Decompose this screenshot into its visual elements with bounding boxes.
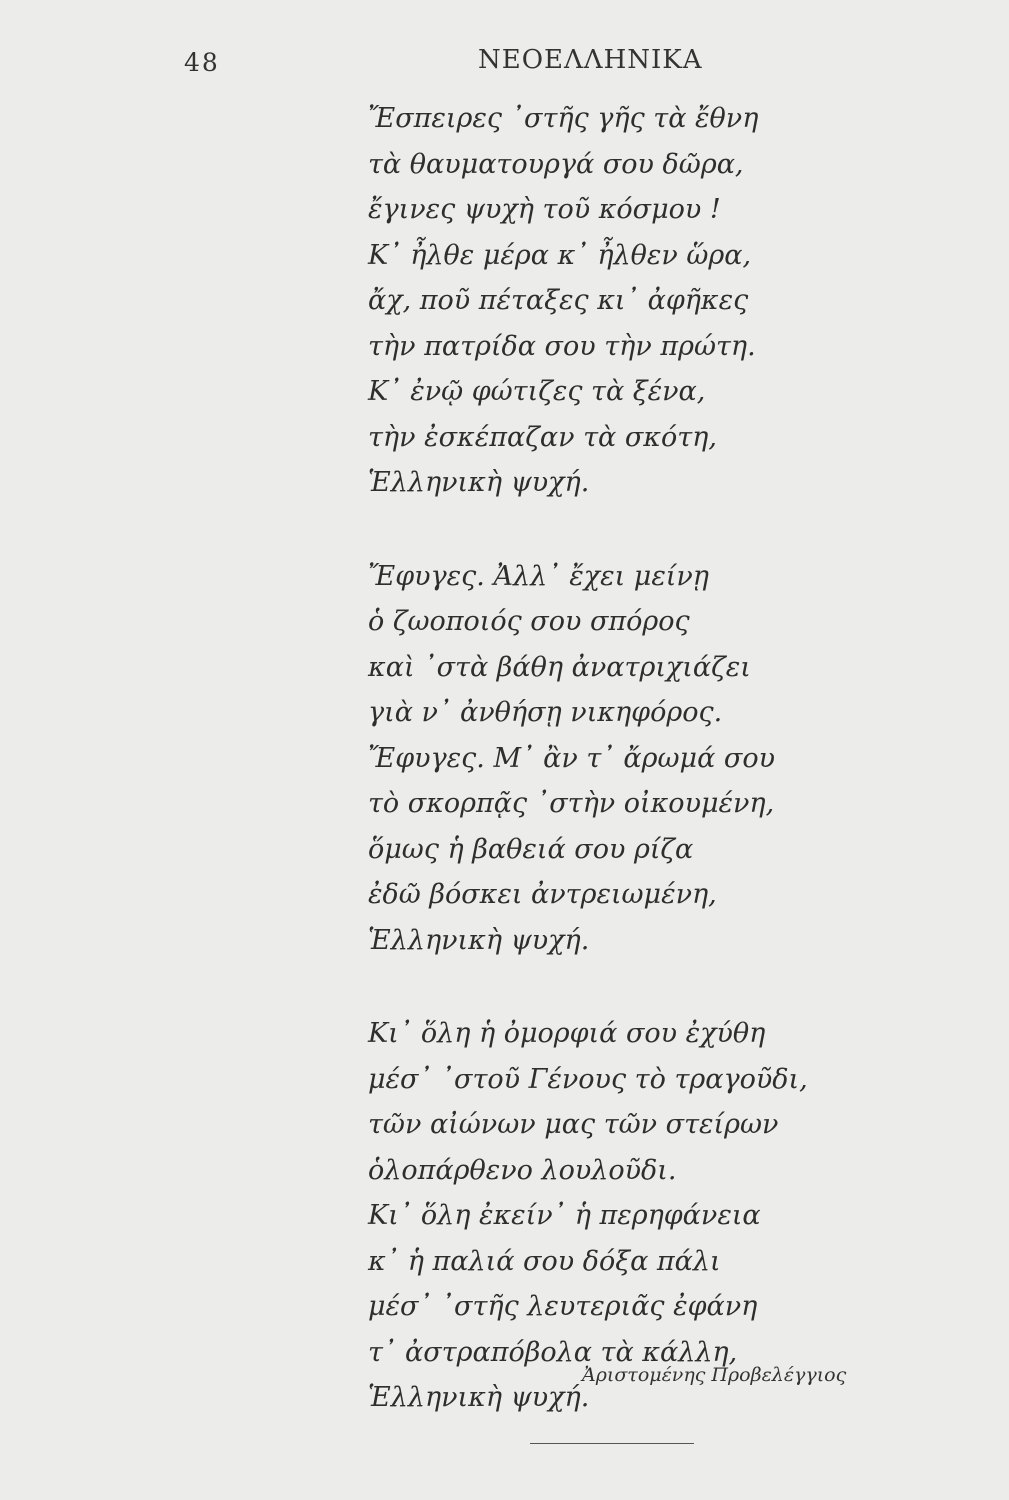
stanza-3 [368,1011,888,1421]
poem-line: τ᾽ ἀστραπόβολα τὰ κάλλη, [368,1336,738,1368]
poem-line: Κι᾽ ὅλη ἡ ὀμορφιά σου ἐχύθη [368,1018,766,1049]
poem-line: τὸ σκορπᾷς ᾽στὴν οἰκουμένη, [368,788,775,819]
poem-line: τῶν αἰώνων μας τῶν στείρων [368,1109,779,1140]
poem-line: μέσ᾽ ᾽στῆς λευτεριᾶς ἐφάνη [368,1291,758,1322]
poem-line: ἔγινες ψυχὴ τοῦ κόσμου ! [368,194,721,225]
poem-line: τὴν πατρίδα σου τὴν πρώτη. [368,330,756,362]
poem-line: Κ᾽ ἦλθε μέρα κ᾽ ἦλθεν ὥρα, [368,239,752,271]
poem-line: ὁλοπάρθενο λουλοῦδι. [368,1154,677,1186]
poem-line: Κ᾽ ἐνῷ φώτιζες τὰ ξένα, [368,376,706,407]
poem-line: Ἔσπειρες ᾽στῆς γῆς τὰ ἔθνη [368,103,759,134]
stanza-1 [368,96,888,506]
poem-line: τὰ θαυματουργά σου δῶρα, [368,148,744,180]
poem-line: γιὰ ν᾽ ἀνθήσῃ νικηφόρος. [368,697,723,728]
poem-line: καὶ ᾽στὰ βάθη ἀνατριχιάζει [368,651,751,683]
poem-line: μέσ᾽ ᾽στοῦ Γένους τὸ τραγοῦδι, [368,1063,808,1095]
end-rule [530,1443,694,1444]
poem-line: ἐδῶ βόσκει ἀντρειωμένη, [368,879,717,910]
poem-line: Ἔφυγες. Ἀλλ᾽ ἔχει μείνῃ [368,560,709,592]
page-number: 48 [184,48,220,77]
poem-refrain: Ἑλληνικὴ ψυχή. [368,924,590,956]
poem-line: Κι᾽ ὅλη ἐκείν᾽ ἡ περηφάνεια [368,1200,761,1231]
author-signature: Ἀριστομένης Προβελέγγιος [582,1364,847,1386]
poem-line: ὅμως ἡ βαθειά σου ρίζα [368,833,694,865]
poem-line: κ᾽ ἡ παλιά σου δόξα πάλι [368,1245,721,1277]
poem-refrain: Ἑλληνικὴ ψυχή. [368,467,590,498]
stanza-2 [368,554,888,964]
poem [368,96,888,1421]
poem-line: τὴν ἐσκέπαζαν τὰ σκότη, [368,421,717,453]
poem-line: Ἔφυγες. Μ᾽ ἂν τ᾽ ἄρωμά σου [368,742,776,774]
poem-line: ἄχ, ποῦ πέταξες κι᾽ ἀφῆκες [368,285,749,316]
running-title: ΝΕΟΕΛΛΗΝΙΚΑ [478,45,703,75]
poem-refrain: Ἑλληνικὴ ψυχή. [368,1382,590,1413]
poem-line: ὁ ζωοποιός σου σπόρος [368,606,690,637]
